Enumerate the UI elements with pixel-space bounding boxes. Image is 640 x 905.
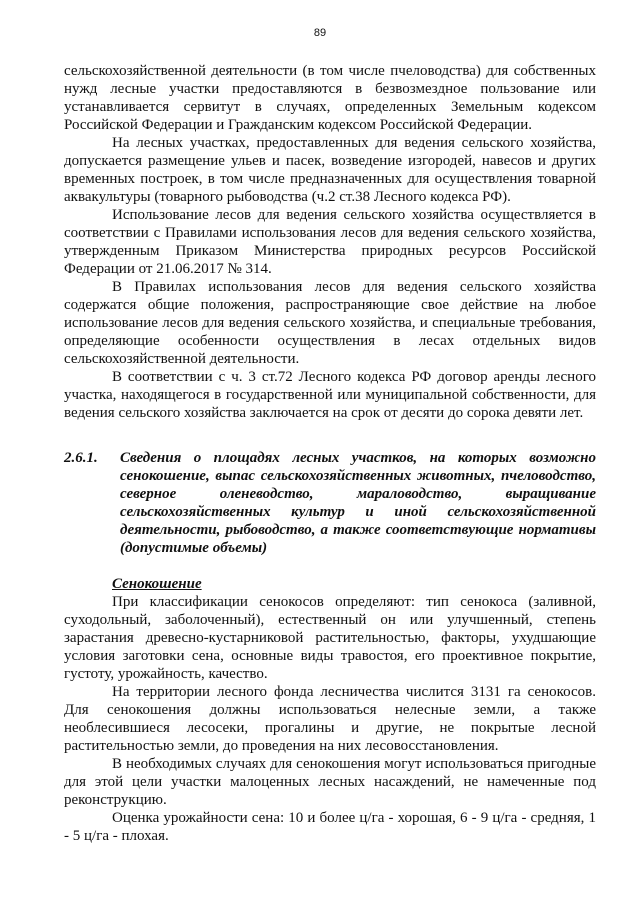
paragraph: Использование лесов для ведения сельского хозяйства осуществляется в соответствии с Правилами использования лесов для ведения сельского хозяйства, утвержденным Приказом Министерства природных ресурсов Российской Федерации от 21.06.2017 № 314. bbox=[64, 207, 596, 277]
section-title: Сведения о площадях лесных участков, на которых возможно сенокошение, выпас сельскохозяйственных животных, пчеловодство, северное оленеводство, мараловодство, выращивание сельскохозяйственных культур и иной сельскохозяйственной деятельности, рыбоводство, а также соответствующие нормативы (допустимые объемы) bbox=[120, 450, 596, 556]
paragraph: На территории лесного фонда лесничества числится 3131 га сенокосов. Для сенокошения должны использоваться нелесные земли, а также необлесившиеся лесосеки, прогалины и другие, не покрытые лесной растительностью земли, до проведения на них лесовосстановления. bbox=[64, 684, 596, 754]
paragraph: В Правилах использования лесов для ведения сельского хозяйства содержатся общие положения, распространяющие свое действие на любое использование лесов для ведения сельского хозяйства, и специальные требования, определяющие особенности осуществления в лесах отдельных видов сельскохозяйственной деятельности. bbox=[64, 279, 596, 367]
section-number: 2.6.1. bbox=[64, 450, 98, 466]
section-heading bbox=[64, 449, 596, 557]
paragraph: На лесных участках, предоставленных для ведения сельского хозяйства, допускается размещение ульев и пасек, возведение изгородей, навесов и других временных построек, в том числе предназначенных для осуществления товарной аквакультуры (товарного рыбоводства (ч.2 ст.38 Лесного кодекса РФ). bbox=[64, 135, 596, 205]
paragraph: При классификации сенокосов определяют: тип сенокоса (заливной, суходольный, заболоченный), естественный он или улучшенный, степень зарастания древесно-кустарниковой растительностью, факторы, ухудшающие условия заготовки сена, основные виды травостоя, его проективное покрытие, густоту, урожайность, качество. bbox=[64, 594, 596, 682]
subsection-title: Сенокошение bbox=[112, 576, 202, 592]
paragraph: Оценка урожайности сена: 10 и более ц/га - хорошая, 6 - 9 ц/га - средняя, 1 - 5 ц/га - плохая. bbox=[64, 810, 596, 844]
body-text bbox=[64, 62, 596, 845]
paragraph: В необходимых случаях для сенокошения могут использоваться пригодные для этой цели участки малоценных лесных насаждений, не намеченные под реконструкцию. bbox=[64, 756, 596, 808]
paragraph: сельскохозяйственной деятельности (в том числе пчеловодства) для собственных нужд лесные участки предоставляются в безвозмездное пользование или устанавливается сервитут в случаях, определенных Земельным кодексом Российской Федерации и Гражданским кодексом Российской Федерации. bbox=[64, 63, 596, 133]
page-number: 89 bbox=[313, 27, 327, 39]
paragraph: В соответствии с ч. 3 ст.72 Лесного кодекса РФ договор аренды лесного участка, находящегося в государственной или муниципальной собственности, для ведения сельского хозяйства заключается на срок от десяти до сорока девяти лет. bbox=[64, 369, 596, 421]
